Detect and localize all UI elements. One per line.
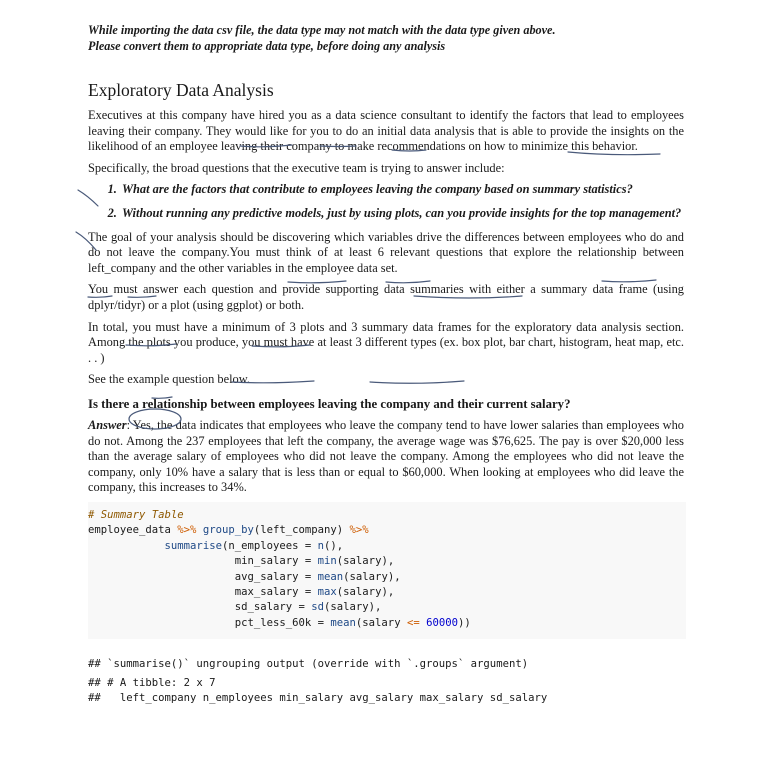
code-operator: %>% (177, 524, 197, 537)
code-function: sd (311, 601, 325, 614)
output-line: ## # A tibble: 2 x 7 (88, 677, 216, 690)
code-token: pct_less_60k (234, 616, 318, 629)
code-function: max (317, 585, 337, 598)
code-token: (), (324, 539, 344, 552)
code-token: max_salary (234, 585, 305, 598)
question-list (88, 182, 684, 221)
specifically-paragraph: Specifically, the broad questions that the executive team is trying to answer include: (88, 160, 505, 175)
see-example-paragraph: See the example question below. (88, 372, 250, 387)
code-operator: %>% (349, 524, 369, 537)
code-token: (salary (355, 616, 407, 629)
code-token: = (304, 555, 312, 568)
question-item: 1. What are the factors that contribute to employees leaving the company based on summary statistics? (120, 182, 684, 198)
example-question-heading: Is there a relationship between employees leaving the company and their current salary? (88, 396, 571, 411)
code-token: )) (458, 616, 471, 629)
code-block (88, 502, 686, 639)
code-token: sd_salary (234, 601, 299, 614)
document-page (88, 22, 684, 706)
code-number: 60000 (426, 616, 458, 629)
answer-text: : Yes, the data indicates that employees who leave the company tend to have lower salaries than employees who do not. Among the 237 employees that left the company, the average wage was $76,625. The pay is over $20,000 less than the average salary of employees who did not leave the company. Among the employees who did not leave the company, only 10% have a salary that is less than or equal to $60,000. When looking at employees who did leave the company, this increases to 34%. (88, 417, 684, 495)
code-function: summarise (164, 539, 222, 552)
code-token: (salary), (343, 570, 401, 583)
code-function: min (317, 555, 337, 568)
answer-label: Answer (88, 417, 127, 432)
question-item: 2. Without running any predictive models, just by using plots, can you provide insights for the top management? (120, 206, 684, 222)
code-function: group_by (202, 524, 254, 537)
must-answer-paragraph: You must answer each question and provide supporting data summaries with either a summary data frame (using dplyr/tidyr) or a plot (using ggplot) or both. (88, 282, 684, 312)
import-note-line-2: Please convert them to appropriate data type, before doing any analysis (88, 39, 446, 53)
code-token: = (298, 601, 305, 614)
code-token: min_salary (234, 555, 305, 568)
code-function: mean (317, 570, 344, 583)
answer-paragraph (88, 418, 684, 496)
in-total-paragraph: In total, you must have a minimum of 3 plots and 3 summary data frames for the exploratory data analysis section. Among the plots you produce, you must have at least 3 different types (ex. box plot, bar chart, histogram, heat map, etc. . . ) (88, 319, 684, 365)
code-token: employee_data (88, 524, 178, 537)
code-token: (salary), (336, 555, 395, 568)
section-title: Exploratory Data Analysis (88, 80, 274, 100)
output-line: ## `summarise()` ungrouping output (override with `.groups` argument) (88, 658, 529, 671)
code-token: = (304, 539, 312, 552)
code-token: (n_employees (221, 539, 305, 552)
output-line: ## left_company n_employees min_salary avg_salary max_salary sd_salary (88, 692, 548, 705)
code-comment: # Summary Table (88, 508, 184, 521)
code-token: (salary), (324, 601, 382, 614)
code-token: avg_salary (234, 570, 305, 583)
goal-paragraph: The goal of your analysis should be discovering which variables drive the differences between employees who do and do not leave the company.You must think of at least 6 relevant questions that explore the relationship between left_company and the other variables in the employee data set. (88, 229, 684, 275)
code-token: = (304, 585, 312, 598)
code-operator: <= (406, 616, 420, 629)
code-function: mean (330, 616, 356, 629)
code-token: (left_company) (253, 524, 350, 537)
code-token: = (304, 570, 312, 583)
code-token: (salary), (336, 585, 395, 598)
intro-paragraph: Executives at this company have hired you as a data science consultant to identify the factors that lead to employees leaving their company. They would like for you to do an initial data analysis that is able to provide the insights on the likelihood of an employee leaving their company to make recommendations on how to minimize this behavior. (88, 108, 684, 154)
import-note-line-1: While importing the data csv file, the data type may not match with the data type given above. (88, 23, 556, 37)
code-function: n (317, 539, 325, 552)
code-token: = (317, 616, 325, 629)
